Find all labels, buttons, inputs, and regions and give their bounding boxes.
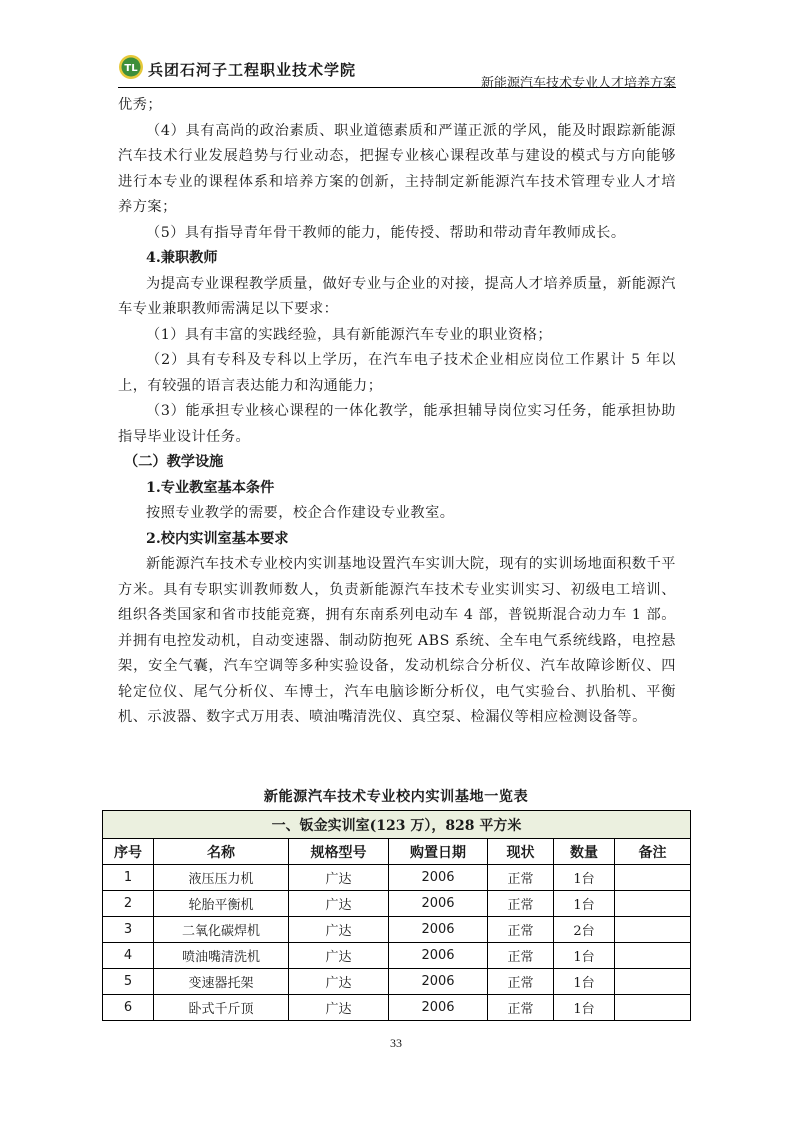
heading-teaching-facilities: （二）教学设施	[124, 454, 224, 470]
table-row	[103, 995, 691, 1021]
school-name: 兵团石河子工程职业技术学院	[148, 61, 357, 79]
paragraph-part-time-intro: 为提高专业课程教学质量，做好专业与企业的对接，提高人才培养质量，新能源汽车专业兼职教师需满足以下要求：	[118, 275, 676, 317]
cell-date: 2006	[389, 865, 488, 891]
cell-model: 广达	[289, 865, 389, 891]
table-caption: 新能源汽车技术专业校内实训基地一览表	[263, 789, 529, 805]
school-logo	[118, 54, 144, 80]
cell-index: 5	[103, 969, 154, 995]
table-row	[103, 969, 691, 995]
paragraph-part-time-2: （2）具有专科及专科以上学历，在汽车电子技术企业相应岗位工作累计 5 年以上，有较强的语言表达能力和沟通能力；	[118, 352, 676, 394]
cell-model: 广达	[289, 917, 389, 943]
cell-quantity: 1台	[554, 891, 615, 917]
column-header: 名称	[154, 839, 289, 865]
cell-remarks	[615, 969, 691, 995]
cell-remarks	[615, 943, 691, 969]
table-row	[103, 943, 691, 969]
paragraph-requirement-4: （4）具有高尚的政治素质、职业道德素质和严谨正派的学风，能及时跟踪新能源汽车技术行业发展趋势与行业动态，把握专业核心课程改革与建设的模式与方向能够进行本专业的课程体系和培养方案的创新，主持制定新能源汽车技术管理专业人才培养方案；	[118, 122, 676, 215]
cell-date: 2006	[389, 917, 488, 943]
cell-index: 4	[103, 943, 154, 969]
equipment-table	[102, 810, 691, 1021]
cell-model: 广达	[289, 891, 389, 917]
paragraph-classroom: 按照专业教学的需要，校企合作建设专业教室。	[146, 505, 455, 521]
main-content	[118, 93, 676, 731]
column-header: 序号	[103, 839, 154, 865]
cell-remarks	[615, 865, 691, 891]
cell-status: 正常	[488, 891, 554, 917]
cell-name: 液压压力机	[154, 865, 289, 891]
table-row	[103, 865, 691, 891]
cell-index: 1	[103, 865, 154, 891]
cell-index: 2	[103, 891, 154, 917]
cell-index: 3	[103, 917, 154, 943]
table-row	[103, 917, 691, 943]
cell-name: 轮胎平衡机	[154, 891, 289, 917]
cell-status: 正常	[488, 865, 554, 891]
cell-quantity: 1台	[554, 943, 615, 969]
cell-name: 喷油嘴清洗机	[154, 943, 289, 969]
cell-name: 变速器托架	[154, 969, 289, 995]
svg-text:TL: TL	[124, 63, 138, 74]
cell-quantity: 1台	[554, 969, 615, 995]
cell-remarks	[615, 917, 691, 943]
table-row	[103, 891, 691, 917]
column-header: 数量	[554, 839, 615, 865]
section-title: 一、钣金实训室(123 万），828 平方米	[103, 811, 691, 839]
cell-quantity: 1台	[554, 995, 615, 1021]
cell-date: 2006	[389, 943, 488, 969]
cell-name: 卧式千斤顶	[154, 995, 289, 1021]
cell-date: 2006	[389, 891, 488, 917]
paragraph-requirement-5: （5）具有指导青年骨干教师的能力，能传授、帮助和带动青年教师成长。	[146, 224, 626, 241]
cell-model: 广达	[289, 943, 389, 969]
cell-status: 正常	[488, 995, 554, 1021]
cell-model: 广达	[289, 995, 389, 1021]
cell-status: 正常	[488, 943, 554, 969]
cell-name: 二氧化碳焊机	[154, 917, 289, 943]
column-header: 购置日期	[389, 839, 488, 865]
column-header: 备注	[615, 839, 691, 865]
cell-date: 2006	[389, 969, 488, 995]
cell-quantity: 1台	[554, 865, 615, 891]
heading-training-lab: 2.校内实训室基本要求	[146, 530, 289, 547]
cell-index: 6	[103, 995, 154, 1021]
cell-remarks	[615, 995, 691, 1021]
cell-status: 正常	[488, 917, 554, 943]
table-header-row	[103, 839, 691, 865]
cell-date: 2006	[389, 995, 488, 1021]
table-section-row	[103, 811, 691, 839]
cell-model: 广达	[289, 969, 389, 995]
document-title: 新能源汽车技术专业人才培养方案	[480, 76, 676, 91]
paragraph-training-lab: 新能源汽车技术专业校内实训基地设置汽车实训大院，现有的实训场地面积数千平方米。具有专职实训教师数人，负责新能源汽车技术专业实训实习、初级电工培训、组织各类国家和省市技能竞赛，拥有东南系列电动车 4 部，普锐斯混合动力车 1 部。并拥有电控发动机，自动变速器、制动防抱死 ABS 系统、全车电气系统线路，电控悬架，安全气囊，汽车空调等多种实验设备，发动机综合分析仪、汽车故障诊断仪、四轮定位仪、尾气分析仪、车博士，汽车电脑诊断分析仪，电气实验台、扒胎机、平衡机、示波器、数字式万用表、喷油嘴清洗仪、真空泵、检漏仪等相应检测设备等。	[118, 556, 676, 725]
cell-remarks	[615, 891, 691, 917]
heading-part-time-teachers: 4.兼职教师	[146, 250, 218, 266]
paragraph-continuation: 优秀；	[118, 97, 163, 113]
cell-status: 正常	[488, 969, 554, 995]
paragraph-part-time-1: （1）具有丰富的实践经验，具有新能源汽车专业的职业资格；	[146, 326, 553, 343]
column-header: 规格型号	[289, 839, 389, 865]
heading-classroom: 1.专业教室基本条件	[146, 479, 275, 496]
header-divider	[118, 87, 676, 88]
cell-quantity: 2台	[554, 917, 615, 943]
page-number: 33	[390, 1036, 402, 1050]
page-header	[118, 50, 676, 90]
column-header: 现状	[488, 839, 554, 865]
paragraph-part-time-3: （3）能承担专业核心课程的一体化教学，能承担辅导岗位实习任务，能承担协助指导毕业设计任务。	[118, 403, 676, 445]
